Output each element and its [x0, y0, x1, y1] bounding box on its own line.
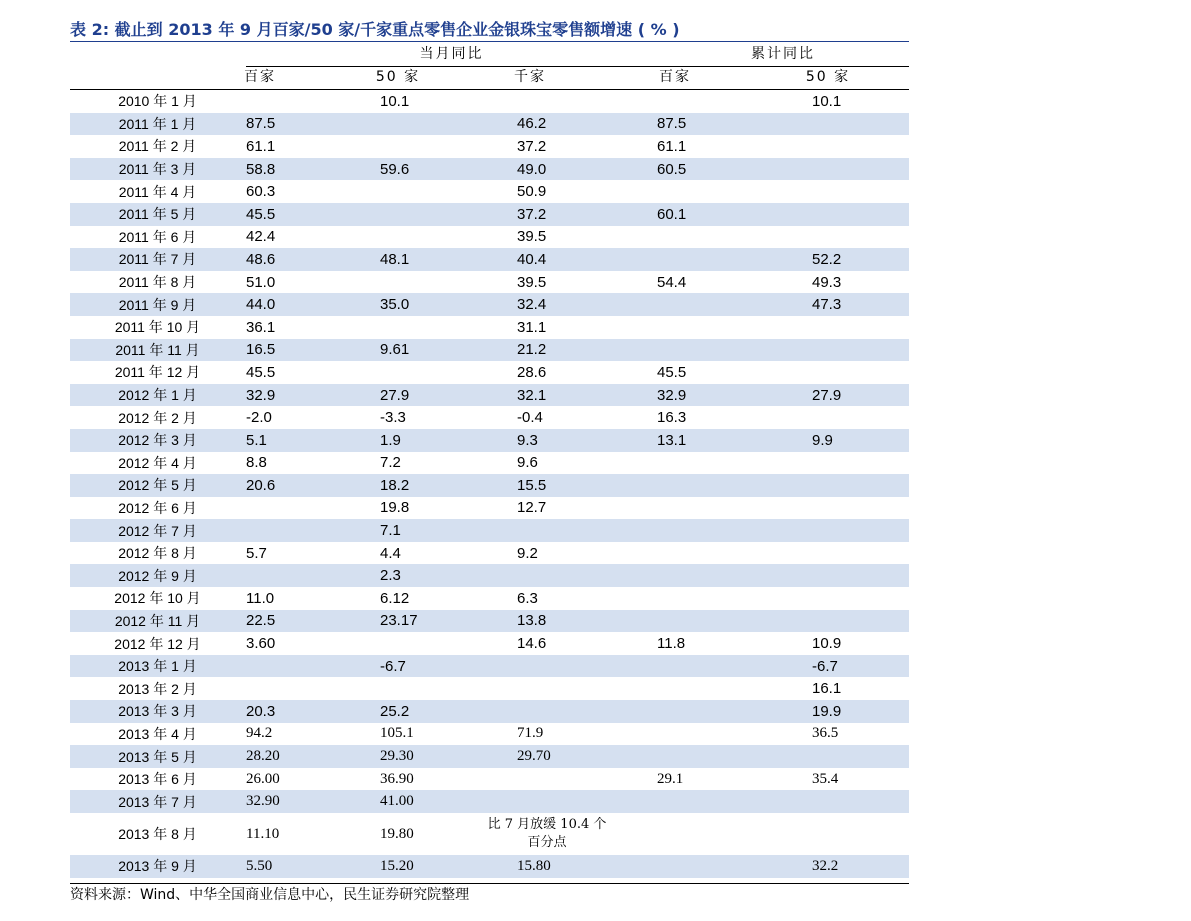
- cell-baijia-monthly: 26.00: [246, 770, 280, 787]
- table-row: [70, 542, 909, 565]
- row-date: 2011 年 5 月: [118, 206, 197, 223]
- cell-50jia-monthly: 59.6: [380, 160, 410, 178]
- cell-qianjia-monthly: 40.4: [517, 250, 547, 268]
- table-row: [70, 855, 909, 878]
- row-date: 2012 年 1 月: [118, 387, 197, 404]
- table-row: [70, 700, 909, 723]
- cell-qianjia-monthly: 12.7: [517, 499, 547, 517]
- table-row: [70, 135, 909, 158]
- cell-50jia-monthly: 35.0: [380, 296, 410, 314]
- table-row: [70, 768, 909, 791]
- row-date: 2011 年 9 月: [118, 296, 197, 313]
- table-row: [70, 271, 909, 294]
- cell-qianjia-monthly: 21.2: [517, 341, 547, 359]
- header-col-baijia-cumulative: 百家: [659, 69, 691, 85]
- cell-baijia-cumulative: 13.1: [657, 431, 687, 449]
- cell-50jia-monthly: -3.3: [380, 409, 406, 427]
- cell-baijia-cumulative: 16.3: [657, 409, 687, 427]
- cell-qianjia-monthly: [487, 813, 607, 855]
- table-row: [70, 632, 909, 655]
- cell-baijia-monthly: 51.0: [246, 273, 276, 291]
- table-title: 表 2: 截止到 2013 年 9 月百家/50 家/千家重点零售企业金银珠宝零售额增速 ( % ): [70, 20, 680, 39]
- cell-baijia-cumulative: 32.9: [657, 386, 687, 404]
- row-date: 2013 年 4 月: [118, 725, 197, 742]
- cell-qianjia-monthly: 9.6: [517, 454, 538, 472]
- cell-qianjia-monthly: 29.70: [517, 748, 551, 765]
- row-date: 2012 年 6 月: [118, 499, 197, 516]
- cell-baijia-monthly: 8.8: [246, 454, 267, 472]
- header-col-50jia-cumulative: 50 家: [805, 69, 851, 85]
- table-row: [70, 677, 909, 700]
- cell-baijia-cumulative: 29.1: [657, 770, 684, 787]
- cell-50jia-monthly: 25.2: [380, 702, 410, 720]
- cell-baijia-monthly: 16.5: [246, 341, 276, 359]
- cell-qianjia-monthly: -0.4: [517, 409, 543, 427]
- table-row: [70, 474, 909, 497]
- table-row: [70, 723, 909, 746]
- cell-50jia-monthly: 18.2: [380, 476, 410, 494]
- table-row: [70, 564, 909, 587]
- table-body: [70, 90, 909, 878]
- cell-qianjia-monthly: 15.5: [517, 476, 547, 494]
- table-row: [70, 813, 909, 855]
- cell-baijia-monthly: 32.9: [246, 386, 276, 404]
- cell-baijia-monthly: 45.5: [246, 363, 276, 381]
- row-date: 2012 年 7 月: [118, 522, 197, 539]
- cell-50jia-monthly: 19.80: [380, 825, 414, 842]
- cell-qianjia-monthly: 37.2: [517, 137, 547, 155]
- table-row: [70, 203, 909, 226]
- cell-50jia-cumulative: 19.9: [812, 702, 842, 720]
- cell-50jia-monthly: 23.17: [380, 612, 418, 630]
- table-row: [70, 587, 909, 610]
- cell-qianjia-monthly: 9.3: [517, 431, 538, 449]
- cell-baijia-monthly: 94.2: [246, 725, 273, 742]
- row-date: 2013 年 8 月: [118, 826, 197, 842]
- table-row: [70, 745, 909, 768]
- table-row: [70, 316, 909, 339]
- cell-baijia-monthly: 48.6: [246, 250, 276, 268]
- cell-qianjia-monthly: 14.6: [517, 635, 547, 653]
- table-row: [70, 497, 909, 520]
- table-row: [70, 113, 909, 136]
- table-row: [70, 610, 909, 633]
- row-date: 2013 年 1 月: [118, 658, 197, 675]
- cell-baijia-monthly: 28.20: [246, 748, 280, 765]
- cell-50jia-cumulative: -6.7: [812, 657, 838, 675]
- cell-50jia-monthly: 19.8: [380, 499, 410, 517]
- cell-baijia-monthly: 20.6: [246, 476, 276, 494]
- header-col-50jia-monthly: 50 家: [375, 69, 421, 85]
- cell-50jia-monthly: 10.1: [380, 92, 410, 110]
- cell-baijia-cumulative: 60.1: [657, 205, 687, 223]
- row-date: 2013 年 9 月: [118, 858, 197, 875]
- cell-50jia-monthly: 4.4: [380, 544, 401, 562]
- header-column-row: [70, 66, 909, 90]
- cell-qianjia-monthly: 39.5: [517, 273, 547, 291]
- row-date: 2010 年 1 月: [118, 93, 197, 110]
- row-date: 2011 年 7 月: [118, 251, 197, 268]
- cell-50jia-monthly: 6.12: [380, 589, 410, 607]
- cell-50jia-cumulative: 47.3: [812, 296, 842, 314]
- cell-baijia-monthly: 5.50: [246, 857, 273, 874]
- cell-50jia-cumulative: 10.9: [812, 635, 842, 653]
- table-row: [70, 293, 909, 316]
- header-group-cumulative: 累计同比: [657, 43, 909, 67]
- table-row: [70, 655, 909, 678]
- source-note: 资料来源：Wind、中华全国商业信息中心，民生证券研究院整理: [70, 887, 470, 903]
- table-row: [70, 90, 909, 113]
- cell-50jia-monthly: 27.9: [380, 386, 410, 404]
- cell-50jia-monthly: 1.9: [380, 431, 401, 449]
- cell-baijia-monthly: 5.7: [246, 544, 267, 562]
- cell-50jia-cumulative: 27.9: [812, 386, 842, 404]
- cell-50jia-cumulative: 10.1: [812, 92, 842, 110]
- row-date: 2013 年 7 月: [118, 793, 197, 810]
- cell-baijia-cumulative: 60.5: [657, 160, 687, 178]
- cell-baijia-monthly: 36.1: [246, 318, 276, 336]
- cell-50jia-monthly: 105.1: [380, 725, 414, 742]
- cell-qianjia-monthly: 71.9: [517, 725, 544, 742]
- cell-baijia-monthly: 11.10: [246, 825, 280, 842]
- header-col-baijia-monthly: 百家: [244, 69, 276, 85]
- cell-qianjia-monthly: 6.3: [517, 589, 538, 607]
- row-date: 2011 年 4 月: [118, 183, 197, 200]
- cell-baijia-monthly: 20.3: [246, 702, 276, 720]
- cell-50jia-cumulative: 52.2: [812, 250, 842, 268]
- header-group-monthly: 当月同比: [246, 43, 657, 67]
- cell-baijia-cumulative: 87.5: [657, 115, 687, 133]
- cell-qianjia-monthly: 32.1: [517, 386, 547, 404]
- row-date: 2011 年 3 月: [118, 161, 197, 178]
- cell-50jia-monthly: 7.2: [380, 454, 401, 472]
- cell-qianjia-monthly: 13.8: [517, 612, 547, 630]
- cell-baijia-monthly: 11.0: [246, 589, 275, 607]
- row-date: 2013 年 3 月: [118, 703, 197, 720]
- cell-baijia-cumulative: 11.8: [657, 635, 686, 653]
- row-date: 2011 年 11 月: [115, 341, 200, 358]
- cell-baijia-cumulative: 61.1: [657, 137, 687, 155]
- table-row: [70, 248, 909, 271]
- cell-qianjia-monthly: 50.9: [517, 183, 547, 201]
- cell-qianjia-monthly: 49.0: [517, 160, 547, 178]
- cell-50jia-monthly: 15.20: [380, 857, 414, 874]
- cell-baijia-monthly: -2.0: [246, 409, 272, 427]
- table-row: [70, 384, 909, 407]
- cell-50jia-cumulative: 49.3: [812, 273, 842, 291]
- cell-baijia-monthly: 61.1: [246, 137, 276, 155]
- row-date: 2011 年 10 月: [114, 319, 201, 336]
- cell-baijia-monthly: 58.8: [246, 160, 276, 178]
- cell-qianjia-monthly: 15.80: [517, 857, 551, 874]
- header-col-qianjia-monthly: 千家: [514, 69, 546, 85]
- cell-qianjia-monthly: 9.2: [517, 544, 538, 562]
- cell-baijia-monthly: 60.3: [246, 183, 276, 201]
- title-divider: [70, 41, 909, 42]
- table-row: [70, 790, 909, 813]
- cell-50jia-cumulative: 36.5: [812, 725, 839, 742]
- table-row: [70, 180, 909, 203]
- cell-baijia-monthly: 22.5: [246, 612, 276, 630]
- table-row: [70, 361, 909, 384]
- cell-50jia-cumulative: 16.1: [812, 680, 842, 698]
- row-date: 2012 年 2 月: [118, 409, 197, 426]
- row-date: 2012 年 12 月: [114, 635, 201, 652]
- row-date: 2012 年 4 月: [118, 454, 197, 471]
- row-date: 2012 年 11 月: [114, 612, 201, 629]
- row-date: 2013 年 5 月: [118, 748, 197, 765]
- table-row: [70, 429, 909, 452]
- row-date: 2012 年 8 月: [118, 545, 197, 562]
- cell-qianjia-monthly: 39.5: [517, 228, 547, 246]
- cell-50jia-cumulative: 9.9: [812, 431, 833, 449]
- table-row: [70, 226, 909, 249]
- table-row: [70, 519, 909, 542]
- row-date: 2011 年 1 月: [118, 115, 197, 132]
- row-date: 2011 年 2 月: [118, 138, 197, 155]
- cell-baijia-monthly: 87.5: [246, 115, 276, 133]
- cell-qianjia-monthly: 32.4: [517, 296, 547, 314]
- row-date: 2012 年 10 月: [114, 590, 201, 607]
- row-date: 2011 年 6 月: [118, 228, 197, 245]
- row-date: 2012 年 9 月: [118, 567, 197, 584]
- cell-50jia-cumulative: 35.4: [812, 770, 839, 787]
- row-date: 2011 年 8 月: [118, 274, 197, 291]
- cell-baijia-cumulative: 45.5: [657, 363, 687, 381]
- cell-50jia-monthly: 9.61: [380, 341, 410, 359]
- cell-baijia-monthly: 42.4: [246, 228, 276, 246]
- cell-50jia-monthly: 2.3: [380, 567, 401, 585]
- table-row: [70, 339, 909, 362]
- cell-baijia-monthly: 3.60: [246, 635, 276, 653]
- cell-50jia-monthly: 36.90: [380, 770, 414, 787]
- row-date: 2011 年 12 月: [114, 364, 201, 381]
- row-date: 2013 年 2 月: [118, 680, 197, 697]
- cell-qianjia-monthly: 28.6: [517, 363, 547, 381]
- cell-note: 比 7 月放缓 10.4 个百分点: [487, 817, 607, 850]
- cell-50jia-monthly: -6.7: [380, 657, 406, 675]
- cell-50jia-monthly: 7.1: [380, 522, 401, 540]
- cell-50jia-monthly: 41.00: [380, 793, 414, 810]
- header-group-row: [70, 43, 909, 67]
- row-date: 2013 年 6 月: [118, 771, 197, 788]
- table-row: [70, 452, 909, 475]
- cell-qianjia-monthly: 37.2: [517, 205, 547, 223]
- cell-baijia-monthly: 45.5: [246, 205, 276, 223]
- table-row: [70, 158, 909, 181]
- row-date: 2012 年 5 月: [118, 477, 197, 494]
- table-row: [70, 406, 909, 429]
- cell-baijia-monthly: 32.90: [246, 793, 280, 810]
- cell-baijia-monthly: 5.1: [246, 431, 267, 449]
- cell-50jia-cumulative: 32.2: [812, 857, 839, 874]
- cell-50jia-monthly: 48.1: [380, 250, 410, 268]
- cell-qianjia-monthly: 46.2: [517, 115, 547, 133]
- cell-50jia-monthly: 29.30: [380, 748, 414, 765]
- cell-qianjia-monthly: 31.1: [517, 318, 547, 336]
- row-date: 2012 年 3 月: [118, 432, 197, 449]
- cell-baijia-monthly: 44.0: [246, 296, 276, 314]
- cell-baijia-cumulative: 54.4: [657, 273, 687, 291]
